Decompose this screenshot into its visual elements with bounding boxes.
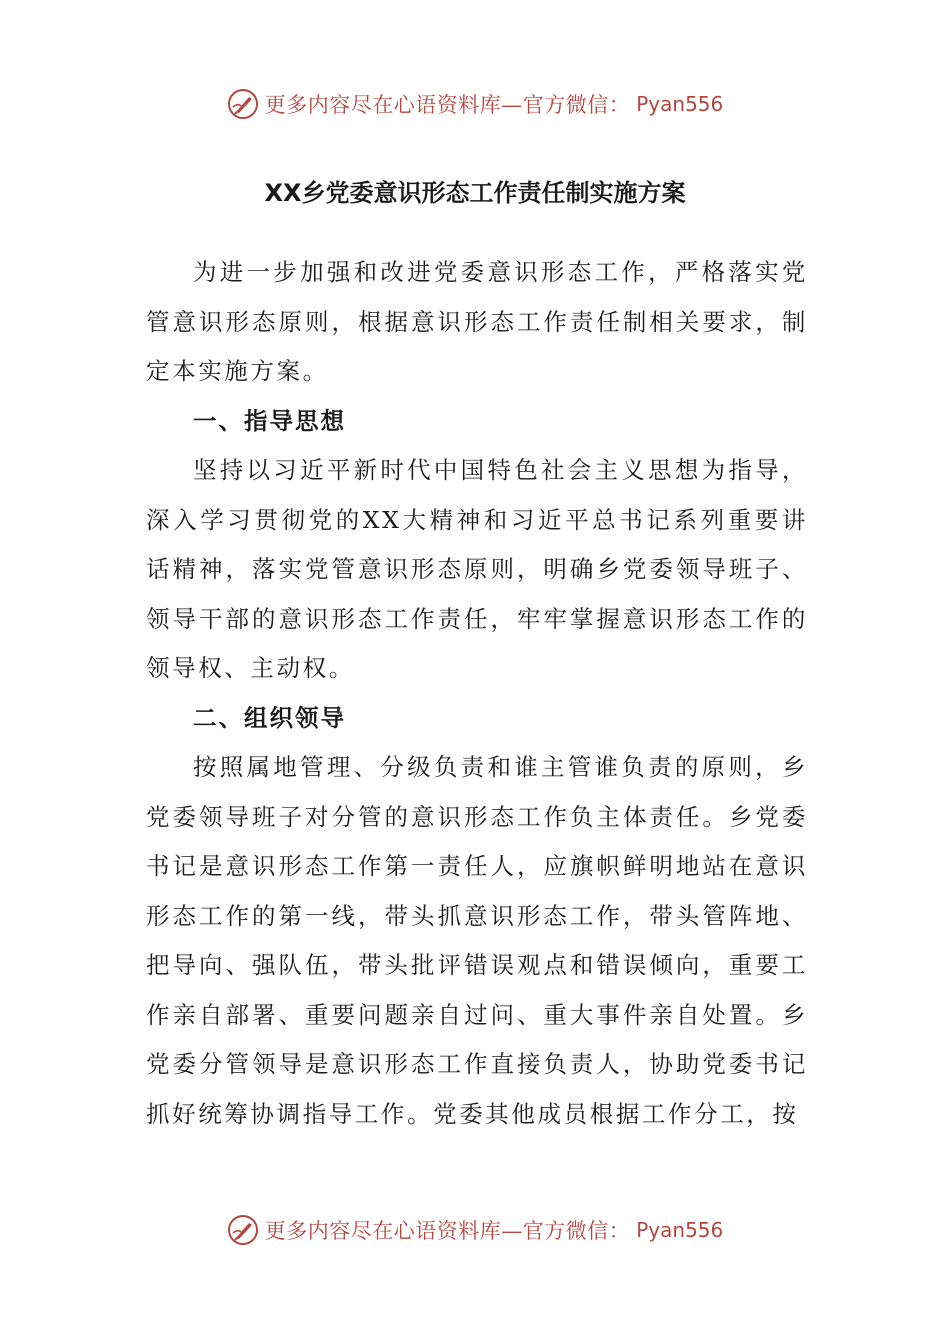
document-title: XX乡党委意识形态工作责任制实施方案 bbox=[264, 179, 686, 207]
quill-pen-logo-icon bbox=[227, 1214, 259, 1246]
header-watermark bbox=[0, 84, 950, 124]
section-heading-guiding-ideology: 一、指导思想 bbox=[193, 406, 346, 435]
footer-watermark bbox=[0, 1210, 950, 1250]
intro-paragraph: 为进一步加强和改进党委意识形态工作，严格落实党管意识形态原则，根据意识形态工作责任制相关要求，制定本实施方案。 bbox=[146, 258, 808, 385]
section-heading-organizational-leadership: 二、组织领导 bbox=[193, 703, 346, 732]
section-paragraph-organizational-leadership: 按照属地管理、分级负责和谁主管谁负责的原则，乡党委领导班子对分管的意识形态工作负主体责任。乡党委书记是意识形态工作第一责任人，应旗帜鲜明地站在意识形态工作的第一线，带头抓意识形态工作，带头管阵地、把导向、强队伍，带头批评错误观点和错误倾向，重要工作亲自部署、重要问题亲自过问、重大事件亲自处置。乡党委分管领导是意识形态工作直接负责人，协助党委书记抓好统筹协调指导工作。党委其他成员根据工作分工，按 bbox=[146, 753, 808, 1128]
quill-pen-logo-icon bbox=[227, 88, 259, 120]
watermark-text: 更多内容尽在心语资料库—官方微信： bbox=[264, 93, 631, 117]
section-paragraph-guiding-ideology: 坚持以习近平新时代中国特色社会主义思想为指导，深入学习贯彻党的XX大精神和习近平总书记系列重要讲话精神，落实党管意识形态原则，明确乡党委领导班子、领导干部的意识形态工作责任，牢牢掌握意识形态工作的领导权、主动权。 bbox=[146, 456, 808, 682]
watermark-text: 更多内容尽在心语资料库—官方微信： bbox=[264, 1219, 631, 1243]
watermark-account: Pyan556 bbox=[636, 92, 724, 116]
document-body bbox=[146, 248, 808, 1139]
watermark-account: Pyan556 bbox=[636, 1218, 724, 1242]
